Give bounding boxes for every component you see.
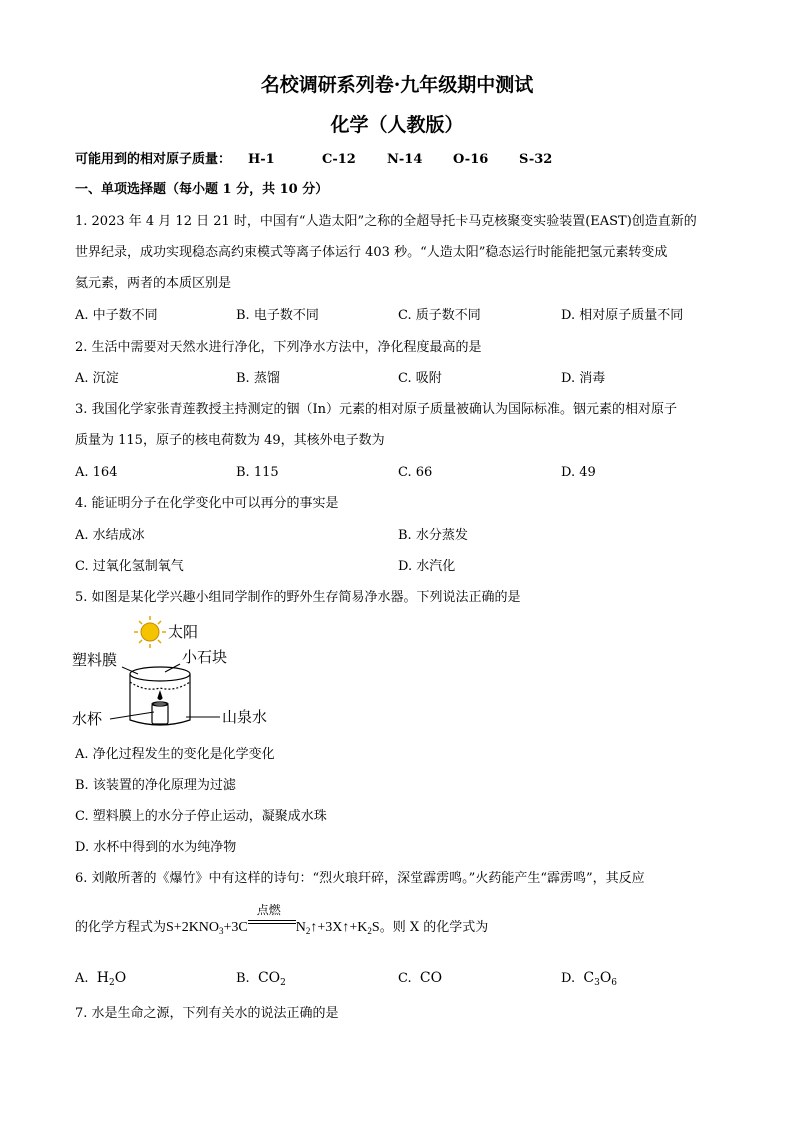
q5-option-c: C. 塑料膜上的水分子停止运动，凝聚成水珠 — [75, 809, 327, 824]
q6-prefix: 的化学方程式为 — [75, 920, 167, 935]
q6-option-c: C. CO — [398, 970, 443, 986]
water-purifier-figure — [70, 612, 270, 740]
q1-option-c: C. 质子数不同 — [398, 308, 481, 323]
label-film: 塑料膜 — [72, 651, 118, 669]
page-subtitle: 化学（人教版） — [330, 114, 464, 136]
q1-option-a: A. 中子数不同 — [75, 308, 158, 323]
q6-option-a: A. $H_2O$ — [75, 970, 127, 988]
q7-stem: 7. 水是生命之源，下列有关水的说法正确的是 — [75, 1006, 339, 1021]
q3-line2: 质量为 115，原子的核电荷数为 49，其核外电子数为 — [75, 433, 385, 448]
q2-stem: 2. 生活中需要对天然水进行净化，下列净水方法中，净化程度最高的是 — [75, 340, 482, 355]
q1-option-d: D. 相对原子质量不同 — [561, 308, 684, 323]
page-title: 名校调研系列卷·九年级期中测试 — [260, 74, 534, 96]
q3-option-c: C. 66 — [398, 465, 433, 480]
q3-line1: 3. 我国化学家张青莲教授主持测定的铟（In）元素的相对原子质量被确认为国际标准。铟元素的相对原子 — [75, 402, 678, 417]
q6-line1: 6. 刘敞所著的《爆竹》中有这样的诗句：“烈火琅玕碎，深堂霹雳鸣。”火药能产生“霹雳鸣”，其反应 — [75, 871, 645, 886]
q3-option-d: D. 49 — [561, 465, 596, 480]
q2-option-b: B. 蒸馏 — [236, 371, 280, 386]
atomic-mass-o: O-16 — [453, 152, 489, 167]
sun-icon — [134, 616, 166, 648]
chemical-equation: $S+2KNO_3+3C$ 点燃 $N_2↑+3X↑+K_2S$ — [166, 903, 380, 936]
q4-option-b: B. 水分蒸发 — [398, 528, 468, 543]
atomic-mass-label: 可能用到的相对原子质量： — [75, 152, 232, 167]
q6-option-b: B. $CO_2$ — [236, 970, 286, 988]
atomic-mass-c: C-12 — [322, 152, 356, 167]
q4-stem: 4. 能证明分子在化学变化中可以再分的事实是 — [75, 496, 339, 511]
q4-option-d: D. 水汽化 — [398, 559, 456, 574]
q1-line3: 氦元素，两者的本质区别是 — [75, 276, 232, 291]
q1-option-b: B. 电子数不同 — [236, 308, 319, 323]
atomic-mass-s: S-32 — [519, 152, 553, 167]
q5-option-b: B. 该装置的净化原理为过滤 — [75, 778, 236, 793]
label-water: 山泉水 — [222, 708, 268, 726]
label-cup: 水杯 — [72, 710, 103, 728]
eq-condition: 点燃 — [256, 903, 281, 917]
atomic-mass-n: N-14 — [387, 152, 423, 167]
q5-stem: 5. 如图是某化学兴趣小组同学制作的野外生存简易净水器。下列说法正确的是 — [75, 590, 521, 605]
q3-option-a: A. 164 — [75, 465, 118, 480]
q1-line1: 1. 2023 年 4 月 12 日 21 时，中国有“人造太阳”之称的全超导托卡马克核聚变实验装置(EAST)创造直新的 — [75, 214, 697, 229]
q4-option-a: A. 水结成冰 — [75, 528, 145, 543]
label-sun: 太阳 — [168, 623, 199, 641]
section-heading: 一、单项选择题（每小题 1 分，共 10 分） — [75, 182, 329, 197]
q2-option-d: D. 消毒 — [561, 371, 606, 386]
q2-option-a: A. 沉淀 — [75, 371, 119, 386]
label-stone: 小石块 — [182, 648, 228, 666]
q4-option-c: C. 过氧化氢制氧气 — [75, 559, 184, 574]
q6-option-d: D. $C_3O_6$ — [561, 970, 618, 988]
q3-option-b: B. 115 — [236, 465, 279, 480]
q1-line2: 世界纪录，成功实现稳态高约束模式等离子体运行 403 秒。“人造太阳”稳态运行时能能把氢元素转变成 — [75, 245, 668, 260]
q5-option-a: A. 净化过程发生的变化是化学变化 — [75, 747, 275, 762]
q6-suffix: 。则 X 的化学式为 — [379, 920, 489, 935]
atomic-mass-h: H-1 — [248, 152, 275, 167]
q2-option-c: C. 吸附 — [398, 371, 442, 386]
q6-line2 — [75, 903, 489, 937]
q5-option-d: D. 水杯中得到的水为纯净物 — [75, 840, 237, 855]
